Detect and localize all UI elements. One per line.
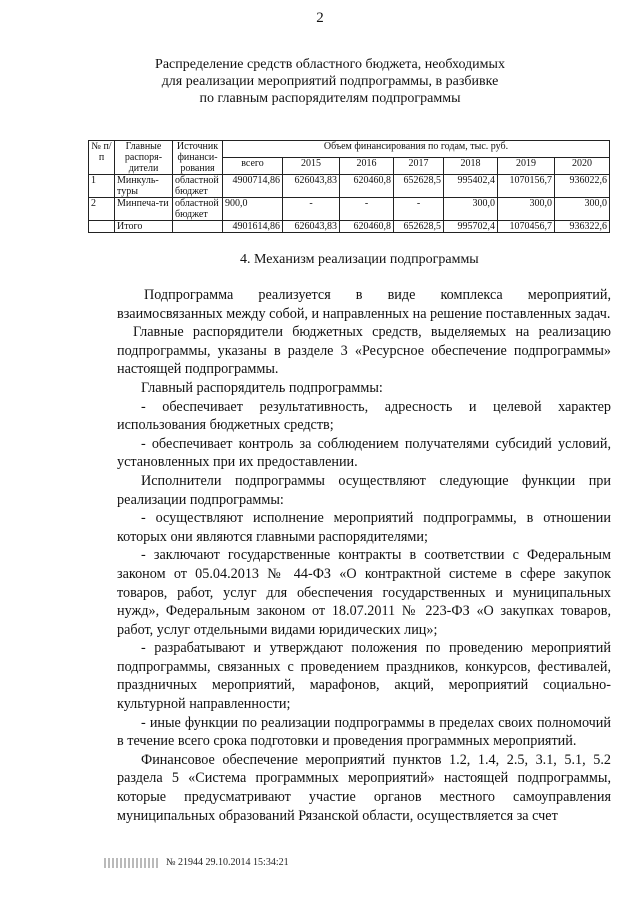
row-manager: Минпеча-ти (115, 198, 173, 221)
row-value: - (340, 198, 394, 221)
row-source: областной бюджет (173, 198, 223, 221)
paragraph: - иные функции по реализации подпрограммы в пределах своих полномочий в течение всего срока подготовки и проведения программных мероприятий. (117, 714, 611, 750)
row-value: 995402,4 (444, 175, 498, 198)
total-value: 936322,6 (555, 221, 610, 233)
paragraph: - обеспечивает контроль за соблюдением получателями субсидий условий, установленных при их предоставлении. (117, 435, 611, 471)
paragraph: Финансовое обеспечение мероприятий пунктов 1.2, 1.4, 2.5, 3.1, 5.1, 5.2 раздела 5 «Система программных мероприятий» настоящей подпрограммы, которые предусматривают участие органов местного самоуправления муниципальных образований Рязанской области, осуществляется за счет (117, 751, 611, 824)
total-total: 4901614,86 (223, 221, 283, 233)
table-row (89, 198, 610, 221)
registration-stamp (104, 858, 158, 868)
row-value: - (394, 198, 444, 221)
row-value: 300,0 (444, 198, 498, 221)
row-value: 300,0 (498, 198, 555, 221)
row-value: 626043,83 (283, 175, 340, 198)
row-value: 652628,5 (394, 175, 444, 198)
row-total: 900,0 (223, 198, 283, 221)
body-text (117, 286, 611, 825)
header-manager: Главные распоря-дители (115, 141, 173, 175)
header-year: 2017 (394, 158, 444, 175)
total-num-cell (89, 221, 115, 233)
header-year: 2020 (555, 158, 610, 175)
paragraph: - заключают государственные контракты в соответствии с Федеральным законом от 05.04.2013 № 44-ФЗ «О контрактной системе в сфере закупок товаров, работ, услуг для обеспечения государственных и муниципальных нужд», Федеральным законом от 18.07.2011 № 223-ФЗ «О закупках товаров, работ, услуг отдельными видами юридических лиц»; (117, 547, 611, 638)
table-title (150, 56, 510, 107)
row-value: 620460,8 (340, 175, 394, 198)
total-source-cell (173, 221, 223, 233)
total-value: 626043,83 (283, 221, 340, 233)
paragraph: - разрабатывают и утверждают положения по проведению мероприятий подпрограммы, связанных с проведением праздников, конкурсов, фестивалей, праздничных мероприятий, марафонов, акций, мероприятий социально-культурной направленности; (117, 640, 611, 713)
total-value: 652628,5 (394, 221, 444, 233)
row-value: - (283, 198, 340, 221)
total-label: Итого (115, 221, 173, 233)
row-value: 300,0 (555, 198, 610, 221)
section-heading: 4. Механизм реализации подпрограммы (240, 252, 479, 267)
total-value: 1070456,7 (498, 221, 555, 233)
total-value: 620460,8 (340, 221, 394, 233)
row-value: 936022,6 (555, 175, 610, 198)
header-year: 2016 (340, 158, 394, 175)
row-value: 1070156,7 (498, 175, 555, 198)
total-value: 995702,4 (444, 221, 498, 233)
paragraph: Подпрограмма реализуется в виде комплекса мероприятий, взаимосвязанных между собой, и направленных на решение поставленных задач. (117, 287, 611, 322)
financing-table (88, 140, 610, 233)
paragraph: Исполнители подпрограммы осуществляют следующие функции при реализации подпрограммы: (117, 472, 611, 508)
footer-registration: № 21944 29.10.2014 15:34:21 (166, 857, 289, 868)
row-source: областной бюджет (173, 175, 223, 198)
paragraph: - осуществляют исполнение мероприятий подпрограммы, в отношении которых они являются главными распорядителями; (117, 510, 611, 545)
row-num: 1 (89, 175, 115, 198)
row-total: 4900714,86 (223, 175, 283, 198)
title-line: Распределение средств областного бюджета, необходимых (155, 57, 505, 72)
header-total: всего (223, 158, 283, 175)
row-manager: Минкуль-туры (115, 175, 173, 198)
header-source: Источник финанси-рования (173, 141, 223, 175)
header-num: № п/п (89, 141, 115, 175)
paragraph: Главный распорядитель подпрограммы: (141, 379, 383, 396)
paragraph: Главные распорядители бюджетных средств, выделяемых на реализацию подпрограммы, указаны в разделе 3 «Ресурсное обеспечение подпрограммы» настоящей подпрограммы. (117, 324, 611, 378)
table-header-row (89, 141, 610, 158)
table-row (89, 175, 610, 198)
table-total-row (89, 221, 610, 233)
paragraph: - обеспечивает результативность, адресность и целевой характер использования бюджетных средств; (117, 398, 611, 434)
title-line: для реализации мероприятий подпрограммы, в разбивке (161, 74, 499, 89)
document-footer (104, 857, 289, 868)
header-year: 2015 (283, 158, 340, 175)
header-year: 2018 (444, 158, 498, 175)
header-funding-group: Объем финансирования по годам, тыс. руб. (223, 141, 610, 158)
title-line: по главным распорядителям подпрограммы (199, 91, 461, 106)
page-number: 2 (316, 10, 324, 26)
row-num: 2 (89, 198, 115, 221)
header-year: 2019 (498, 158, 555, 175)
